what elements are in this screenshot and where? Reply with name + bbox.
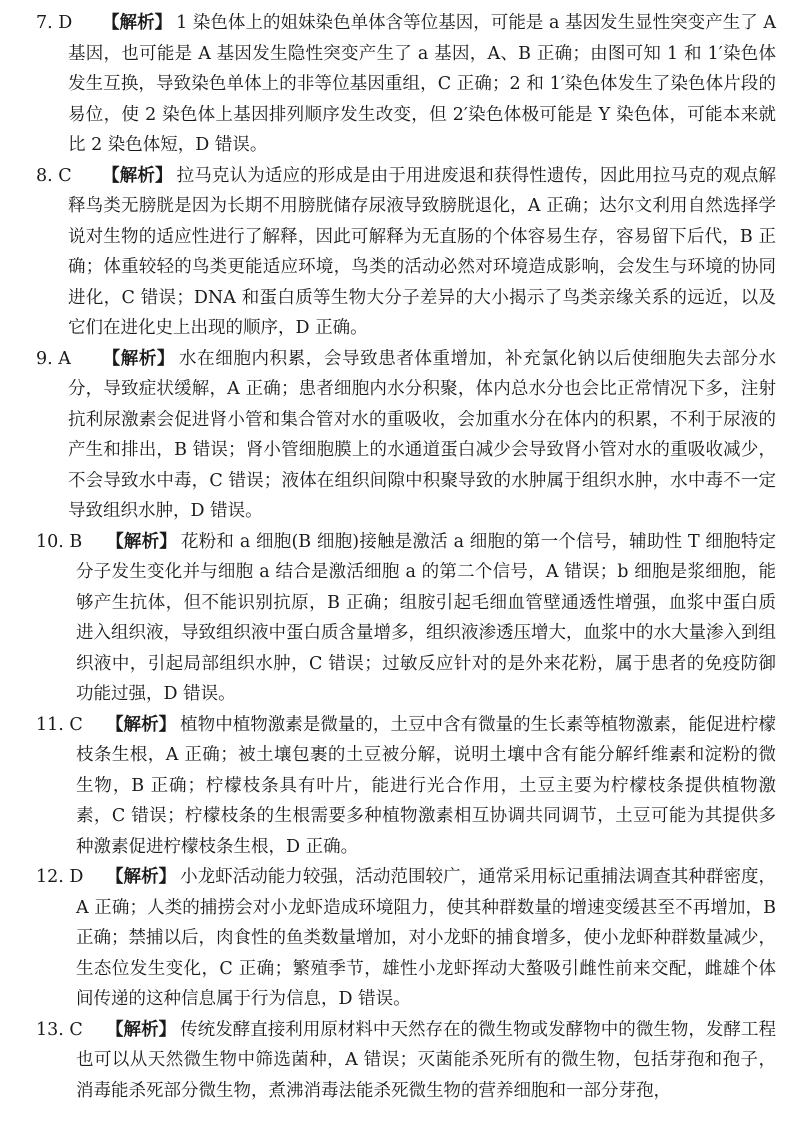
analysis-tag: 【解析】 xyxy=(106,867,177,887)
answer-item-9 xyxy=(36,344,776,527)
item-number: 12. D xyxy=(36,867,84,887)
answer-item-8 xyxy=(36,161,776,344)
analysis-text: 植物中植物激素是微量的，土豆中含有微量的生长素等植物激素，能促进柠檬枝条生根，A 正确；被土壤包裹的土豆被分解，说明土壤中含有能分解纤维素和淀粉的微生物，B 正确；柠檬枝条具有叶片，能进行光合作用，土豆主要为柠檬枝条提供植物激素，C 错误；柠檬枝条的生根需要多种植物激素相互协调共同调节，土豆可能为其提供多种激素促进柠檬枝条生根，D 正确。 xyxy=(76,714,777,857)
answer-item-10 xyxy=(36,527,776,710)
analysis-tag: 【解析】 xyxy=(106,1019,177,1040)
item-number: 11. C xyxy=(36,714,83,735)
analysis-text: 花粉和 a 细胞(B 细胞)接触是激活 a 细胞的第一个信号，辅助性 T 细胞特定分子发生变化并与细胞 a 结合是激活细胞 a 的第二个信号，A 错误；b 细胞是浆细胞，能够产生抗体，但不能识别抗原，B 正确；组胺引起毛细血管壁通透性增强，血浆中蛋白质进入组织液，导致组织液中蛋白质含量增多，组织液渗透压增大，血浆中的水大量渗入到组织液中，引起局部组织水肿，C 错误；过敏反应针对的是外来花粉，属于患者的免疫防御功能过强，D 错误。 xyxy=(76,531,776,704)
analysis-tag: 【解析】 xyxy=(106,714,177,735)
analysis-text: 传统发酵直接利用原材料中天然存在的微生物或发酵物中的微生物，发酵工程也可以从天然微生物中筛选菌种，A 错误；灭菌能杀死所有的微生物，包括芽孢和孢子，消毒能杀死部分微生物，煮沸消毒法能杀死微生物的营养细胞和一部分芽孢， xyxy=(76,1019,777,1101)
item-number: 9. A xyxy=(36,348,71,369)
answer-page xyxy=(36,8,776,1106)
item-number: 13. C xyxy=(36,1019,83,1040)
answer-item-11 xyxy=(36,710,776,863)
item-number: 10. B xyxy=(36,531,83,552)
answer-item-12 xyxy=(36,862,776,1015)
analysis-tag: 【解析】 xyxy=(102,13,173,33)
analysis-text: 1 染色体上的姐妹染色单体含等位基因，可能是 a 基因发生显性突变产生了 A 基因，也可能是 A 基因发生隐性突变产生了 a 基因，A、B 正确；由图可知 1 和 1′染色体发生互换，导致染色单体上的非等位基因重组，C 正确；2 和 1′染色体发生了染色体片段的易位，使 2 染色体上基因排列顺序发生改变，但 2′染色体极可能是 Y 染色体，可能本来就比 2 染色体短，D 错误。 xyxy=(68,13,776,155)
analysis-tag: 【解析】 xyxy=(106,531,177,552)
analysis-text: 小龙虾活动能力较强，活动范围较广，通常采用标记重捕法调查其种群密度，A 正确；人类的捕捞会对小龙虾造成环境阻力，使其种群数量的增速变缓甚至不再增加，B 正确；禁捕以后，肉食性的鱼类数量增加，对小龙虾的捕食增多，使小龙虾种群数量减少，生态位发生变化，C 正确；繁殖季节，雄性小龙虾挥动大螯吸引雌性前来交配，雌雄个体间传递的这种信息属于行为信息，D 错误。 xyxy=(76,867,777,1009)
answer-item-7 xyxy=(36,8,776,161)
analysis-tag: 【解析】 xyxy=(102,348,176,369)
analysis-text: 拉马克认为适应的形成是由于用进废退和获得性遗传，因此用拉马克的观点解释鸟类无膀胱是因为长期不用膀胱储存尿液导致膀胱退化，A 正确；达尔文利用自然选择学说对生物的适应性进行了解释，因此可解释为无直肠的个体容易生存，容易留下后代，B 正确；体重较轻的鸟类更能适应环境，鸟类的活动必然对环境造成影响，会发生与环境的协同进化，C 错误；DNA 和蛋白质等生物大分子差异的大小揭示了鸟类亲缘关系的远近，以及它们在进化史上出现的顺序，D 正确。 xyxy=(68,165,777,338)
item-number: 7. D xyxy=(36,13,73,33)
answer-item-13 xyxy=(36,1015,776,1107)
analysis-text: 水在细胞内积累，会导致患者体重增加，补充氯化钠以后使细胞失去部分水分，导致症状缓解，A 正确；患者细胞内水分积聚，体内总水分也会比正常情况下多，注射抗利尿激素会促进肾小管和集合管对水的重吸收，会加重水分在体内的积累，不利于尿液的产生和排出，B 错误；肾小管细胞膜上的水通道蛋白减少会导致肾小管对水的重吸收减少，不会导致水中毒，C 错误；液体在组织间隙中积聚导致的水肿属于组织水肿，水中毒不一定导致组织水肿，D 错误。 xyxy=(68,348,777,521)
item-number: 8. C xyxy=(36,165,72,186)
analysis-tag: 【解析】 xyxy=(102,165,173,186)
